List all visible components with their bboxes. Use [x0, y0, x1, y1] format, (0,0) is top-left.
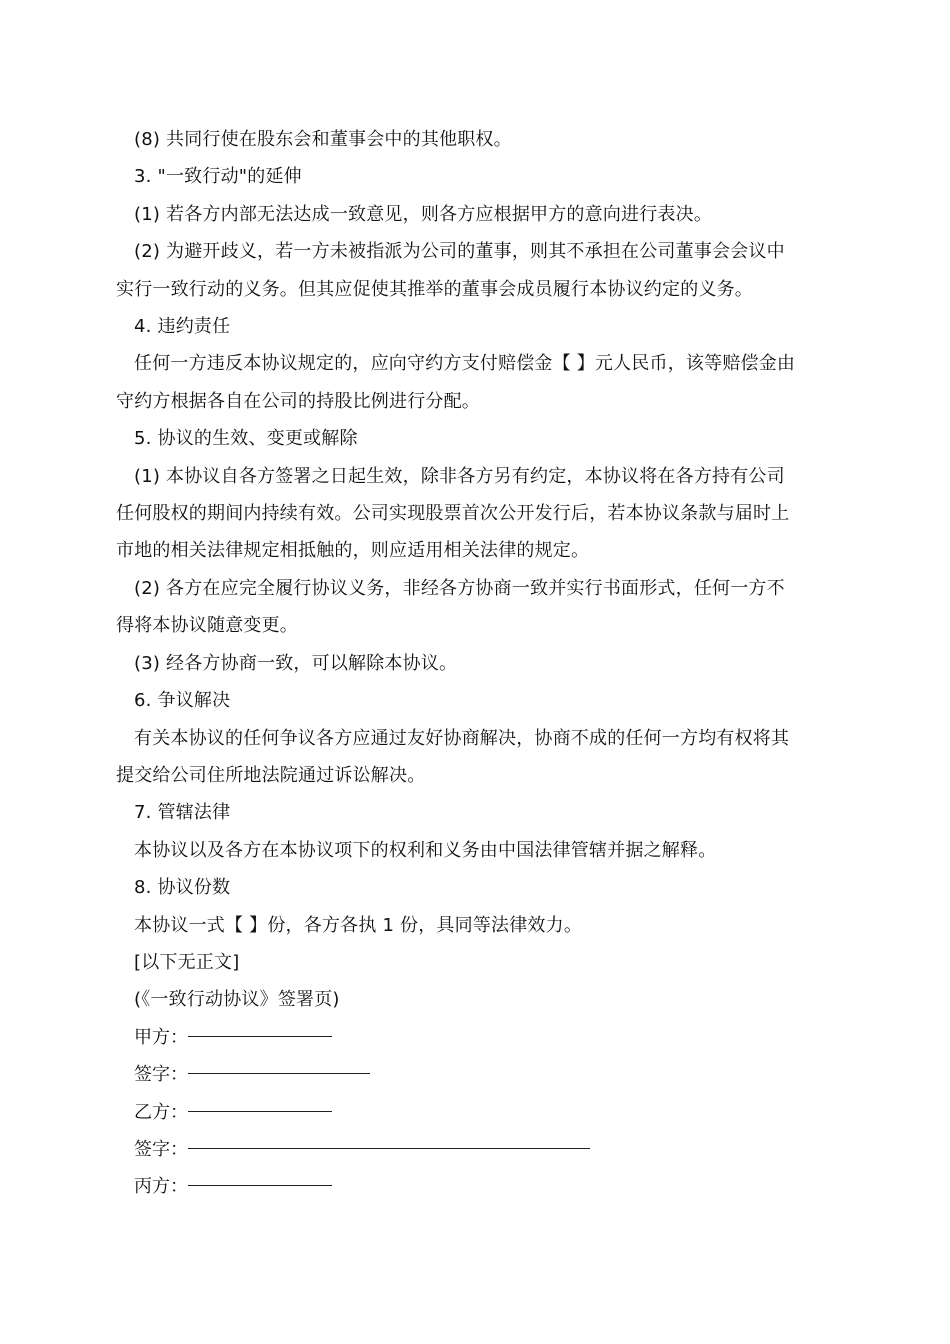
- clause-3-1: (1) 若各方内部无法达成一致意见，则各方应根据甲方的意向进行表决。: [134, 203, 713, 225]
- clause-5-2-line-2: 得将本协议随意变更。: [116, 615, 298, 637]
- clause-4-line-2: 守约方根据各自在公司的持股比例进行分配。: [116, 390, 480, 412]
- party-a-blank-line: [188, 1035, 332, 1037]
- signature-1-blank-line: [188, 1072, 370, 1074]
- party-a-label: 甲方：: [134, 1026, 188, 1048]
- section-3-heading: 3. "一致行动"的延伸: [134, 166, 302, 188]
- signature-2-row: [116, 1131, 834, 1168]
- signature-2-blank-line: [188, 1147, 590, 1149]
- signature-1-row: [116, 1056, 834, 1093]
- clause-5-2-line-1: (2) 各方在应完全履行协议义务，非经各方协商一致并实行书面形式，任何一方不: [134, 577, 785, 599]
- clause-6-line-1: 有关本协议的任何争议各方应通过友好协商解决，协商不成的任何一方均有权将其: [134, 727, 790, 749]
- clause-6-line-2: 提交给公司住所地法院通过诉讼解决。: [116, 764, 426, 786]
- clause-8-item: (8) 共同行使在股东会和董事会中的其他职权。: [134, 129, 512, 150]
- clause-4-line-1: 任何一方违反本协议规定的，应向守约方支付赔偿金【 】元人民币，该等赔偿金由: [134, 353, 796, 375]
- clause-3-2-line-2: 实行一致行动的义务。但其应促使其推举的董事会成员履行本协议约定的义务。: [116, 278, 753, 300]
- party-a-signature-row: [116, 1019, 834, 1056]
- party-b-blank-line: [188, 1110, 332, 1112]
- section-5-heading: 5. 协议的生效、变更或解除: [134, 428, 358, 450]
- party-b-label: 乙方：: [134, 1101, 188, 1123]
- signature-2-label: 签字：: [134, 1138, 188, 1160]
- section-6-heading: 6. 争议解决: [134, 690, 231, 712]
- clause-7: 本协议以及各方在本协议项下的权利和义务由中国法律管辖并据之解释。: [134, 839, 717, 861]
- party-c-label: 丙方：: [134, 1176, 188, 1198]
- end-of-text-note: [以下无正文]: [134, 951, 240, 973]
- party-c-blank-line: [188, 1184, 332, 1186]
- clause-5-1-line-1: (1) 本协议自各方签署之日起生效，除非各方另有约定，本协议将在各方持有公司: [134, 465, 785, 487]
- party-b-signature-row: [116, 1094, 834, 1131]
- document-body: [116, 121, 834, 1206]
- clause-5-1-line-2: 任何股权的期间内持续有效。公司实现股票首次公开发行后，若本协议条款与届时上: [116, 503, 790, 525]
- clause-5-1-line-3: 市地的相关法律规定相抵触的，则应适用相关法律的规定。: [116, 540, 590, 562]
- clause-8: 本协议一式【 】份，各方各执 1 份，具同等法律效力。: [134, 914, 583, 936]
- section-7-heading: 7. 管辖法律: [134, 802, 231, 824]
- party-c-signature-row: [116, 1168, 834, 1205]
- clause-5-3: (3) 经各方协商一致，可以解除本协议。: [134, 652, 458, 674]
- section-8-heading: 8. 协议份数: [134, 877, 231, 899]
- signature-page-title: (《一致行动协议》签署页): [134, 989, 340, 1011]
- clause-3-2-line-1: (2) 为避开歧义，若一方未被指派为公司的董事，则其不承担在公司董事会会议中: [134, 241, 785, 263]
- signature-1-label: 签字：: [134, 1064, 188, 1086]
- section-4-heading: 4. 违约责任: [134, 316, 231, 338]
